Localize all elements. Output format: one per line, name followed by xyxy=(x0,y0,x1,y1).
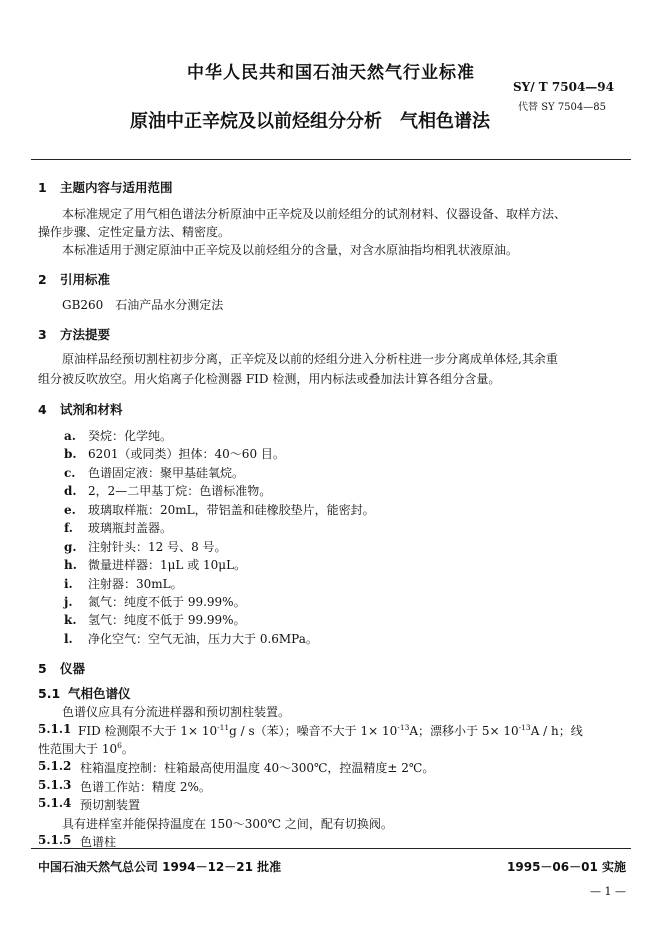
section-3-line-2: 组分被反吹放空。用火焰离子化检测器 FID 检测，用内标法或叠加法计算各组分含量。 xyxy=(38,372,501,386)
section-title: 引用标准 xyxy=(60,272,111,287)
section-4-heading xyxy=(38,400,123,418)
standard-category-title: 中华人民共和国石油天然气行业标准 xyxy=(187,63,475,83)
list-item: d. 2，2—二甲基丁烷：色谱标准物。 xyxy=(64,484,272,498)
clause-5-1-4-body: 具有进样室并能保持温度在 150～300℃ 之间，配有切换阀。 xyxy=(62,817,393,831)
section-number: 1 xyxy=(38,180,47,195)
clause-5-1-3-text: 色谱工作站：精度 2%。 xyxy=(80,780,211,794)
section-number: 4 xyxy=(38,402,47,417)
list-item: f. 玻璃瓶封盖器。 xyxy=(64,521,173,535)
list-item: i. 注射器：30mL。 xyxy=(64,577,183,591)
header-divider xyxy=(31,159,631,160)
clause-5-1-4-number: 5.1.4 xyxy=(38,796,72,810)
section-5-heading xyxy=(38,659,85,677)
effective-date: 1995－06－01 实施 xyxy=(507,860,626,874)
section-1-para-1-line-2: 操作步骤、定性定量方法、精密度。 xyxy=(38,225,231,239)
page-number: — 1 — xyxy=(590,885,626,898)
clause-5-1-2-text: 柱箱温度控制：柱箱最高使用温度 40～300℃，控温精度± 2℃。 xyxy=(80,761,435,775)
list-item: a. 癸烷：化学纯。 xyxy=(64,429,173,443)
list-item: c. 色谱固定液：聚甲基硅氧烷。 xyxy=(64,466,245,480)
footer-divider xyxy=(31,848,631,849)
list-item: e. 玻璃取样瓶：20mL，带铝盖和硅橡胶垫片，能密封。 xyxy=(64,503,375,517)
clause-5-1-1-line-1: FID 检测限不大于 $1\times 10^{-11}g / s$（苯）；噪音不大于 $1\times 10^{-13}A$；漂移小于 $5\times 10^{-13}A / h$；线 xyxy=(78,723,583,738)
section-1-para-2: 本标准适用于测定原油中正辛烷及以前烃组分的含量，对含水原油指均相乳状液原油。 xyxy=(62,243,519,257)
approval-note: 中国石油天然气总公司 1994－12－21 批准 xyxy=(38,860,282,874)
list-item: h. 微量进样器：1μL 或 10μL。 xyxy=(64,558,247,572)
clause-5-1-1-number: 5.1.1 xyxy=(38,722,72,736)
clause-5-1-1-line-2: 性范围大于 $10^6$。 xyxy=(38,741,134,756)
subsection-5-1-heading: 5.1 气相色谱仪 xyxy=(38,686,131,701)
section-number: 5 xyxy=(38,661,47,676)
clause-5-1-2-number: 5.1.2 xyxy=(38,759,72,773)
section-title: 仪器 xyxy=(60,661,86,676)
list-item: g. 注射针头：12 号、8 号。 xyxy=(64,540,227,554)
section-1-para-1-line-1: 本标准规定了用气相色谱法分析原油中正辛烷及以前烃组分的试剂材料、仪器设备、取样方法、 xyxy=(62,207,567,221)
list-item: j. 氮气：纯度不低于 99.99%。 xyxy=(64,595,246,609)
section-2-heading xyxy=(38,270,110,288)
section-number: 2 xyxy=(38,272,47,287)
list-item: b. 6201（或同类）担体：40～60 目。 xyxy=(64,447,285,461)
section-title: 主题内容与适用范围 xyxy=(60,180,173,195)
section-3-line-1: 原油样品经预切割柱初步分离，正辛烷及以前的烃组分进入分析柱进一步分离成单体烃,其余重 xyxy=(62,352,558,366)
section-1-heading xyxy=(38,178,173,196)
clause-5-1-5-text: 色谱柱 xyxy=(80,835,117,849)
clause-5-1-3-number: 5.1.3 xyxy=(38,778,72,792)
document-title: 原油中正辛烷及以前烃组分分析 气相色谱法 xyxy=(130,111,490,132)
section-title: 试剂和材料 xyxy=(60,402,123,417)
list-item: l. 净化空气：空气无油，压力大于 0.6MPa。 xyxy=(64,632,318,646)
list-item: k. 氢气：纯度不低于 99.99%。 xyxy=(64,613,246,627)
normative-reference: GB260 石油产品水分测定法 xyxy=(62,298,224,312)
section-title: 方法提要 xyxy=(60,327,111,342)
clause-5-1-4-text: 预切割装置 xyxy=(80,798,141,812)
standard-code: SY/ T 7504—94 xyxy=(513,80,614,94)
replaces-standard: 代替 SY 7504—85 xyxy=(518,102,606,113)
section-number: 3 xyxy=(38,327,47,342)
section-3-heading xyxy=(38,325,110,343)
subsection-5-1-text: 色谱仪应具有分流进样器和预切割柱装置。 xyxy=(62,705,291,719)
clause-5-1-5-number: 5.1.5 xyxy=(38,833,72,847)
